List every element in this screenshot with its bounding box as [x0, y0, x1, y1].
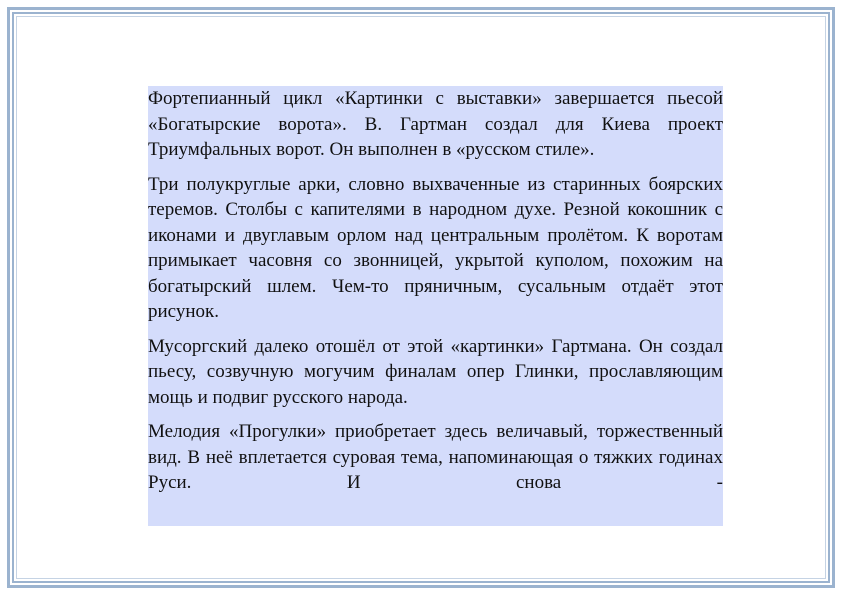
- paragraph-4: Мелодия «Прогулки» приобретает здесь величавый, торжественный вид. В неё вплетается суровая тема, напоминающая о тяжких годинах Руси. И снова -: [148, 421, 723, 493]
- paragraph-2: Три полукруглые арки, словно выхваченные из старинных боярских теремов. Столбы с капителями в народном духе. Резной кокошник с иконами и двуглавым орлом над центральным пролётом. К воротам примыкает часовня со звонницей, укрытой куполом, похожим на богатырский шлем. Чем-то пряничным, сусальным отдаёт этот рисунок.: [148, 173, 723, 322]
- paragraph-1: Фортепианный цикл «Картинки с выставки» завершается пьесой «Богатырские ворота». В. Гартман создал для Киева проект Триумфальных ворот. Он выполнен в «русском стиле».: [148, 88, 723, 160]
- paragraph-3: Мусоргский далеко отошёл от этой «картинки» Гартмана. Он создал пьесу, созвучную могучим финалам опер Глинки, прославляющим мощь и подвиг русского народа.: [148, 335, 723, 408]
- text-box: [148, 86, 723, 526]
